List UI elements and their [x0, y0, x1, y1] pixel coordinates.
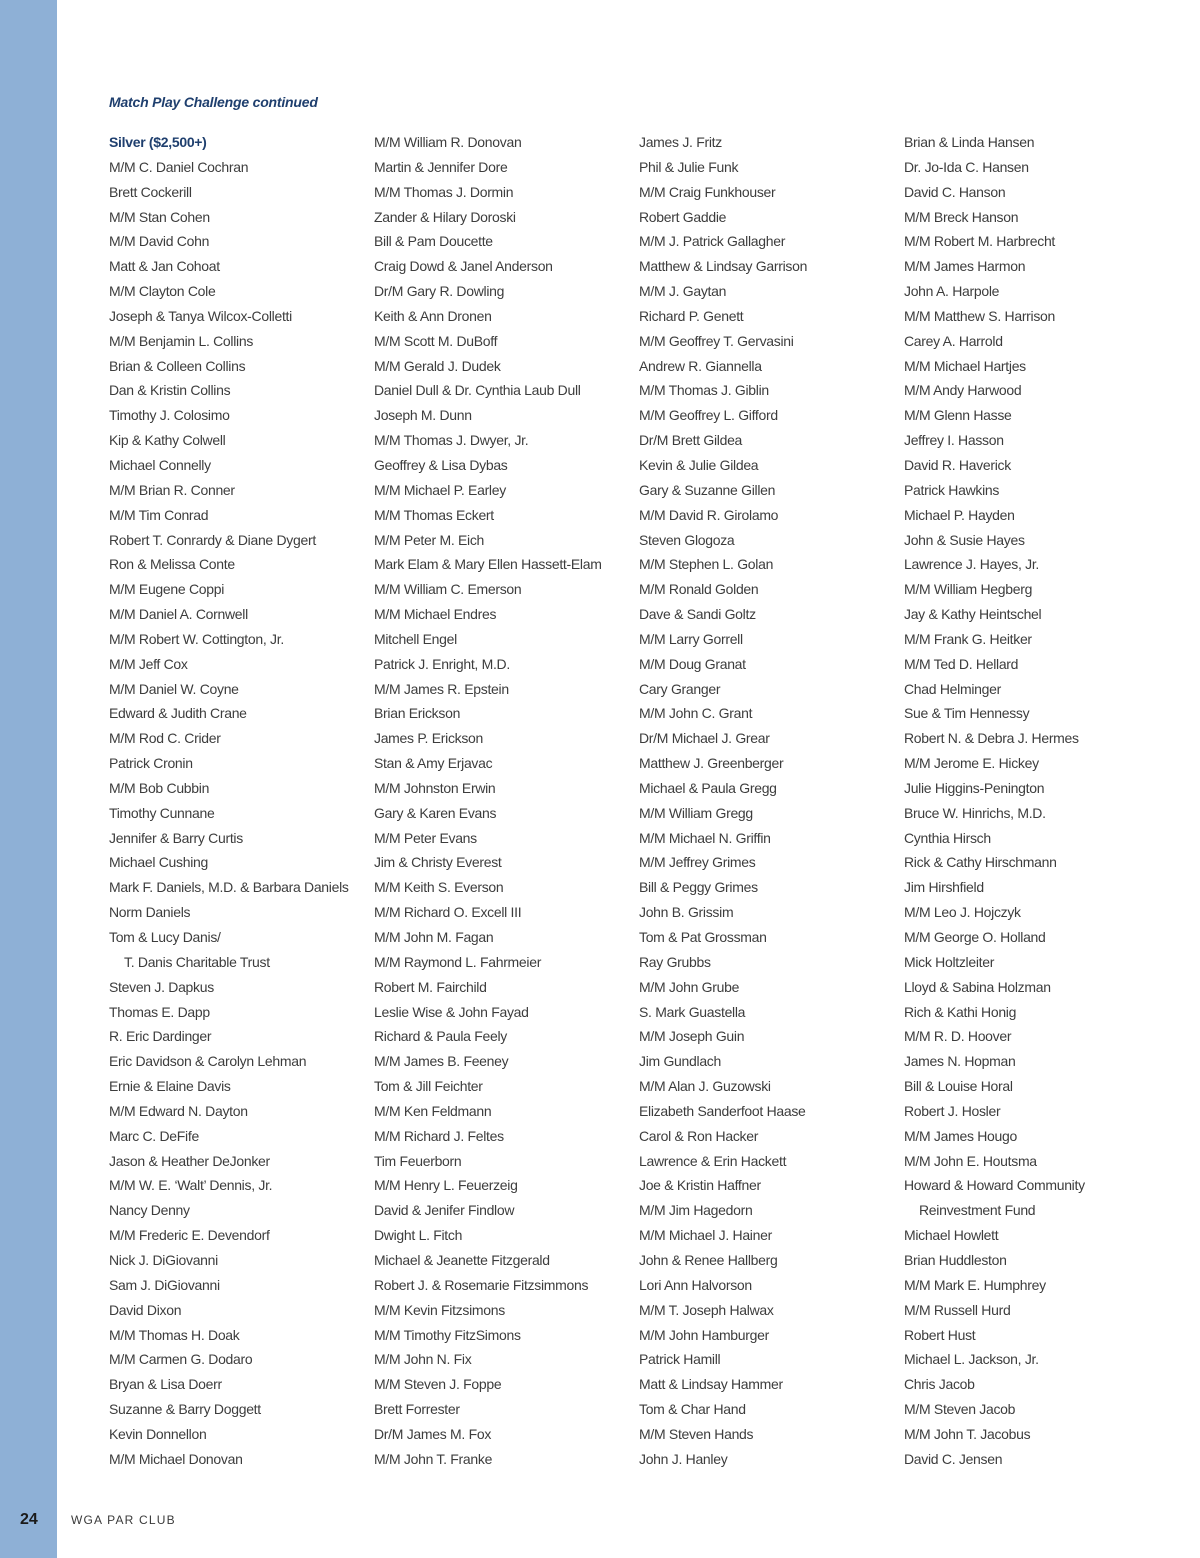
donor-name: M/M Thomas H. Doak: [109, 1326, 240, 1343]
donor-name: M/M J. Patrick Gallagher: [639, 233, 786, 250]
donor-name: M/M John T. Jacobus: [904, 1425, 1031, 1442]
donor-name: M/M Thomas J. Giblin: [639, 382, 769, 399]
donor-name: S. Mark Guastella: [639, 1003, 746, 1020]
donor-name: Martin & Jennifer Dore: [374, 158, 508, 175]
donor-column-1: [109, 130, 371, 1472]
donor-name: Dave & Sandi Goltz: [639, 606, 756, 623]
donor-name: Tom & Jill Feichter: [374, 1078, 483, 1095]
donor-name: Elizabeth Sanderfoot Haase: [639, 1102, 806, 1119]
donor-name: Robert T. Conrardy & Diane Dygert: [109, 531, 316, 548]
donor-name: M/M Thomas Eckert: [374, 506, 494, 523]
donor-name: Richard & Paula Feely: [374, 1028, 507, 1045]
donor-name: M/M Michael Donovan: [109, 1450, 243, 1467]
donor-name: Brett Cockerill: [109, 183, 192, 200]
donor-name: Leslie Wise & John Fayad: [374, 1003, 529, 1020]
donor-name: Brian Erickson: [374, 705, 461, 722]
donor-name: M/M Russell Hurd: [904, 1301, 1011, 1318]
donor-name: Mark F. Daniels, M.D. & Barbara Daniels: [109, 879, 349, 896]
donor-name: M/M Stan Cohen: [109, 208, 210, 225]
donor-name: Jennifer & Barry Curtis: [109, 829, 243, 846]
donor-name: Matt & Lindsay Hammer: [639, 1376, 783, 1393]
donor-name: M/M Tim Conrad: [109, 506, 209, 523]
donor-name: M/M Thomas J. Dormin: [374, 183, 514, 200]
donor-name: M/M Peter M. Eich: [374, 531, 485, 548]
donor-name: M/M Stephen L. Golan: [639, 556, 774, 573]
donor-name: Mick Holtzleiter: [904, 953, 995, 970]
donor-name: Eric Davidson & Carolyn Lehman: [109, 1053, 307, 1070]
donor-name: M/M Michael J. Hainer: [639, 1227, 772, 1244]
donor-name: Patrick Hamill: [639, 1351, 721, 1368]
donor-name: John A. Harpole: [904, 283, 1000, 300]
donor-name: M/M Ken Feldmann: [374, 1102, 492, 1119]
donor-name: Patrick J. Enright, M.D.: [374, 655, 510, 672]
donor-name: M/M Steven J. Foppe: [374, 1376, 502, 1393]
donor-name: M/M Rod C. Crider: [109, 730, 221, 747]
donor-name: M/M Brian R. Conner: [109, 481, 235, 498]
donor-name: Bill & Peggy Grimes: [639, 879, 758, 896]
donor-name: David & Jenifer Findlow: [374, 1202, 515, 1219]
donor-name-continuation: Reinvestment Fund: [919, 1202, 1036, 1219]
donor-name: M/M Edward N. Dayton: [109, 1102, 248, 1119]
donor-name: Brian Huddleston: [904, 1251, 1007, 1268]
donor-name: Howard & Howard Community: [904, 1177, 1085, 1194]
donor-name: Carey A. Harrold: [904, 332, 1003, 349]
donor-name: David Dixon: [109, 1301, 182, 1318]
donor-name: Mark Elam & Mary Ellen Hassett-Elam: [374, 556, 602, 573]
donor-name: Gary & Suzanne Gillen: [639, 481, 776, 498]
donor-name: Rick & Cathy Hirschmann: [904, 854, 1057, 871]
donor-name: M/M Gerald J. Dudek: [374, 357, 501, 374]
donor-name: Brian & Linda Hansen: [904, 134, 1035, 150]
donor-name: M/M Bob Cubbin: [109, 779, 210, 796]
donor-name: M/M Michael P. Earley: [374, 481, 506, 498]
donor-name: Mitchell Engel: [374, 630, 457, 647]
donor-name: R. Eric Dardinger: [109, 1028, 212, 1045]
donor-name: David R. Haverick: [904, 456, 1011, 473]
donor-name: M/M Henry L. Feuerzeig: [374, 1177, 518, 1194]
donor-name: M/M Geoffrey T. Gervasini: [639, 332, 794, 349]
donor-name: James N. Hopman: [904, 1053, 1016, 1070]
donor-name: M/M Matthew S. Harrison: [904, 307, 1056, 324]
donor-name: Bill & Pam Doucette: [374, 233, 493, 250]
donor-name: Tom & Char Hand: [639, 1401, 746, 1418]
donor-name: Kevin & Julie Gildea: [639, 456, 759, 473]
donor-name: M/M Breck Hanson: [904, 208, 1019, 225]
donor-name: Lori Ann Halvorson: [639, 1276, 752, 1293]
donor-name: Brett Forrester: [374, 1401, 460, 1418]
donor-name: David C. Jensen: [904, 1450, 1003, 1467]
donor-name: M/M Andy Harwood: [904, 382, 1022, 399]
donor-name: Lawrence & Erin Hackett: [639, 1152, 787, 1169]
donor-name: Matthew & Lindsay Garrison: [639, 258, 808, 275]
donor-name: M/M Keith S. Everson: [374, 879, 504, 896]
donor-name: Lloyd & Sabina Holzman: [904, 978, 1051, 995]
donor-column-3: [639, 130, 901, 1472]
donor-name: M/M C. Daniel Cochran: [109, 158, 249, 175]
donor-name: M/M Frederic E. Devendorf: [109, 1227, 270, 1244]
donor-name: M/M Jerome E. Hickey: [904, 755, 1039, 772]
donor-name: M/M William Hegberg: [904, 581, 1033, 598]
donor-name: Steven Glogoza: [639, 531, 735, 548]
donor-name: Robert Hust: [904, 1326, 976, 1343]
donor-name: Michael & Paula Gregg: [639, 779, 777, 796]
donor-name: Steven J. Dapkus: [109, 978, 214, 995]
donor-name: Dwight L. Fitch: [374, 1227, 463, 1244]
donor-name: John J. Hanley: [639, 1450, 728, 1467]
donor-name: M/M R. D. Hoover: [904, 1028, 1012, 1045]
donor-name: Ron & Melissa Conte: [109, 556, 235, 573]
donor-name: Chris Jacob: [904, 1376, 975, 1393]
donor-name: Joseph & Tanya Wilcox-Colletti: [109, 307, 292, 324]
donor-name: Michael P. Hayden: [904, 506, 1015, 523]
donor-name: Keith & Ann Dronen: [374, 307, 492, 324]
donor-name: James J. Fritz: [639, 134, 722, 150]
donor-name: Matt & Jan Cohoat: [109, 258, 220, 275]
donor-level-heading: Silver ($2,500+): [109, 134, 207, 150]
donor-name: M/M Daniel W. Coyne: [109, 680, 239, 697]
donor-name: M/M Daniel A. Cornwell: [109, 606, 248, 623]
donor-name: Robert Gaddie: [639, 208, 727, 225]
donor-name: M/M Peter Evans: [374, 829, 477, 846]
donor-name: Kevin Donnellon: [109, 1425, 207, 1442]
donor-name: Ray Grubbs: [639, 953, 711, 970]
donor-name: M/M Frank G. Heitker: [904, 630, 1032, 647]
donor-name: M/M Steven Hands: [639, 1425, 754, 1442]
donor-name: M/M W. E. ‘Walt’ Dennis, Jr.: [109, 1177, 273, 1194]
donor-name: M/M James R. Epstein: [374, 680, 509, 697]
section-heading: Match Play Challenge continued: [109, 94, 318, 110]
left-color-band: [0, 0, 57, 1558]
donor-name: Sam J. DiGiovanni: [109, 1276, 220, 1293]
donor-name: Tom & Lucy Danis/: [109, 929, 221, 945]
donor-name: M/M Ted D. Hellard: [904, 655, 1019, 672]
donor-name: M/M Mark E. Humphrey: [904, 1276, 1046, 1293]
donor-name: M/M Larry Gorrell: [639, 630, 743, 647]
donor-name: Robert J. Hosler: [904, 1102, 1001, 1119]
donor-name: Michael Connelly: [109, 456, 211, 473]
donor-name: Jim & Christy Everest: [374, 854, 502, 871]
donor-name: M/M William R. Donovan: [374, 134, 522, 150]
donor-name: M/M Carmen G. Dodaro: [109, 1351, 253, 1368]
donor-column-4: [904, 130, 1166, 1472]
donor-name: Jim Hirshfield: [904, 879, 984, 896]
donor-name: M/M Jeff Cox: [109, 655, 188, 672]
donor-name: Dr/M Michael J. Grear: [639, 730, 770, 747]
donor-name: M/M Johnston Erwin: [374, 779, 496, 796]
donor-name: Bruce W. Hinrichs, M.D.: [904, 804, 1046, 821]
donor-name: Patrick Hawkins: [904, 481, 1000, 498]
donor-name: M/M John N. Fix: [374, 1351, 472, 1368]
donor-name: Ernie & Elaine Davis: [109, 1078, 231, 1095]
donor-name: M/M Kevin Fitzsimons: [374, 1301, 505, 1318]
donor-column-2: [374, 130, 636, 1472]
donor-name: Michael L. Jackson, Jr.: [904, 1351, 1039, 1368]
donor-name: M/M John T. Franke: [374, 1450, 493, 1467]
donor-name: Brian & Colleen Collins: [109, 357, 246, 374]
donor-name: M/M Glenn Hasse: [904, 407, 1012, 424]
donor-name: M/M John C. Grant: [639, 705, 753, 722]
page-number: 24: [20, 1511, 38, 1528]
donor-name: Sue & Tim Hennessy: [904, 705, 1030, 722]
donor-name: Stan & Amy Erjavac: [374, 755, 493, 772]
donor-name: M/M James B. Feeney: [374, 1053, 509, 1070]
donor-name: M/M William C. Emerson: [374, 581, 522, 598]
donor-name: Suzanne & Barry Doggett: [109, 1401, 261, 1418]
donor-name: Carol & Ron Hacker: [639, 1127, 759, 1144]
donor-name: Tim Feuerborn: [374, 1152, 462, 1169]
donor-name: M/M Michael Hartjes: [904, 357, 1026, 374]
donor-name: M/M Richard O. Excell III: [374, 904, 522, 921]
donor-name: Jason & Heather DeJonker: [109, 1152, 270, 1169]
donor-name: M/M Steven Jacob: [904, 1401, 1016, 1418]
donor-name: M/M Leo J. Hojczyk: [904, 904, 1021, 921]
donor-name: Kip & Kathy Colwell: [109, 432, 226, 449]
donor-name: Lawrence J. Hayes, Jr.: [904, 556, 1040, 573]
donor-name: M/M Michael Endres: [374, 606, 497, 623]
donor-name: M/M Scott M. DuBoff: [374, 332, 498, 349]
donor-name: M/M James Harmon: [904, 258, 1026, 275]
donor-name: Edward & Judith Crane: [109, 705, 247, 722]
donor-name: Zander & Hilary Doroski: [374, 208, 516, 225]
donor-name: Geoffrey & Lisa Dybas: [374, 456, 508, 473]
donor-name: Joseph M. Dunn: [374, 407, 472, 424]
donor-name: M/M Timothy FitzSimons: [374, 1326, 521, 1343]
donor-name-continuation: T. Danis Charitable Trust: [124, 953, 270, 970]
donor-name: M/M David Cohn: [109, 233, 210, 250]
donor-name: M/M Doug Granat: [639, 655, 746, 672]
donor-name: Nancy Denny: [109, 1202, 190, 1219]
donor-name: M/M J. Gaytan: [639, 283, 727, 300]
donor-name: M/M David R. Girolamo: [639, 506, 779, 523]
donor-name: M/M Geoffrey L. Gifford: [639, 407, 778, 424]
donor-name: M/M George O. Holland: [904, 929, 1046, 945]
donor-name: Dr/M Brett Gildea: [639, 432, 743, 449]
donor-name: M/M Robert M. Harbrecht: [904, 233, 1056, 250]
donor-name: John & Susie Hayes: [904, 531, 1025, 548]
donor-name: Phil & Julie Funk: [639, 158, 739, 175]
donor-name: Jim Gundlach: [639, 1053, 721, 1070]
donor-name: Dr/M Gary R. Dowling: [374, 283, 505, 300]
donor-name: Cary Granger: [639, 680, 721, 697]
publication-title: WGA PAR CLUB: [71, 1513, 176, 1527]
donor-name: M/M Alan J. Guzowski: [639, 1078, 771, 1095]
donor-name: John & Renee Hallberg: [639, 1251, 778, 1268]
donor-name: Tom & Pat Grossman: [639, 929, 767, 945]
donor-name: Dan & Kristin Collins: [109, 382, 231, 399]
donor-name: Nick J. DiGiovanni: [109, 1251, 218, 1268]
donor-name: Chad Helminger: [904, 680, 1001, 697]
donor-name: Dr/M James M. Fox: [374, 1425, 492, 1442]
donor-name: Robert J. & Rosemarie Fitzsimmons: [374, 1276, 589, 1293]
donor-name: Matthew J. Greenberger: [639, 755, 784, 772]
donor-name: Michael Howlett: [904, 1227, 999, 1244]
donor-name: M/M Richard J. Feltes: [374, 1127, 504, 1144]
donor-name: M/M Jeffrey Grimes: [639, 854, 756, 871]
donor-name: Robert M. Fairchild: [374, 978, 487, 995]
donor-name: M/M Jim Hagedorn: [639, 1202, 753, 1219]
donor-name: Cynthia Hirsch: [904, 829, 991, 846]
donor-name: M/M Eugene Coppi: [109, 581, 225, 598]
donor-name: M/M Craig Funkhouser: [639, 183, 776, 200]
donor-name: Jeffrey I. Hasson: [904, 432, 1004, 449]
donor-name: Timothy Cunnane: [109, 804, 215, 821]
donor-name: Craig Dowd & Janel Anderson: [374, 258, 553, 275]
donor-name: Daniel Dull & Dr. Cynthia Laub Dull: [374, 382, 581, 399]
donor-name: James P. Erickson: [374, 730, 484, 747]
donor-name: Patrick Cronin: [109, 755, 193, 772]
donor-name: Jay & Kathy Heintschel: [904, 606, 1042, 623]
donor-name: Dr. Jo-Ida C. Hansen: [904, 158, 1029, 175]
donor-name: Andrew R. Giannella: [639, 357, 762, 374]
donor-name: Michael Cushing: [109, 854, 208, 871]
donor-name: Marc C. DeFife: [109, 1127, 199, 1144]
donor-name: M/M Joseph Guin: [639, 1028, 745, 1045]
donor-name: John B. Grissim: [639, 904, 734, 921]
donor-name: M/M John M. Fagan: [374, 929, 494, 945]
donor-name: M/M John Hamburger: [639, 1326, 769, 1343]
donor-name: Timothy J. Colosimo: [109, 407, 230, 424]
donor-name: M/M Benjamin L. Collins: [109, 332, 254, 349]
donor-name: M/M John Grube: [639, 978, 740, 995]
donor-name: Bill & Louise Horal: [904, 1078, 1013, 1095]
donor-name: Richard P. Genett: [639, 307, 744, 324]
donor-name: Bryan & Lisa Doerr: [109, 1376, 222, 1393]
donor-name: M/M Clayton Cole: [109, 283, 216, 300]
donor-name: Julie Higgins-Penington: [904, 779, 1045, 796]
donor-name: M/M Michael N. Griffin: [639, 829, 771, 846]
donor-name: Rich & Kathi Honig: [904, 1003, 1017, 1020]
donor-name: Michael & Jeanette Fitzgerald: [374, 1251, 550, 1268]
donor-name: Norm Daniels: [109, 904, 191, 921]
donor-name: M/M Ronald Golden: [639, 581, 759, 598]
donor-name: M/M James Hougo: [904, 1127, 1017, 1144]
donor-name: Robert N. & Debra J. Hermes: [904, 730, 1079, 747]
donor-name: David C. Hanson: [904, 183, 1006, 200]
donor-name: M/M T. Joseph Halwax: [639, 1301, 774, 1318]
donor-name: M/M William Gregg: [639, 804, 753, 821]
donor-name: M/M Raymond L. Fahrmeier: [374, 953, 542, 970]
donor-name: Thomas E. Dapp: [109, 1003, 210, 1020]
donor-name: M/M Thomas J. Dwyer, Jr.: [374, 432, 529, 449]
donor-name: M/M John E. Houtsma: [904, 1152, 1037, 1169]
donor-name: Joe & Kristin Haffner: [639, 1177, 761, 1194]
donor-name: Gary & Karen Evans: [374, 804, 497, 821]
donor-name: M/M Robert W. Cottington, Jr.: [109, 630, 284, 647]
